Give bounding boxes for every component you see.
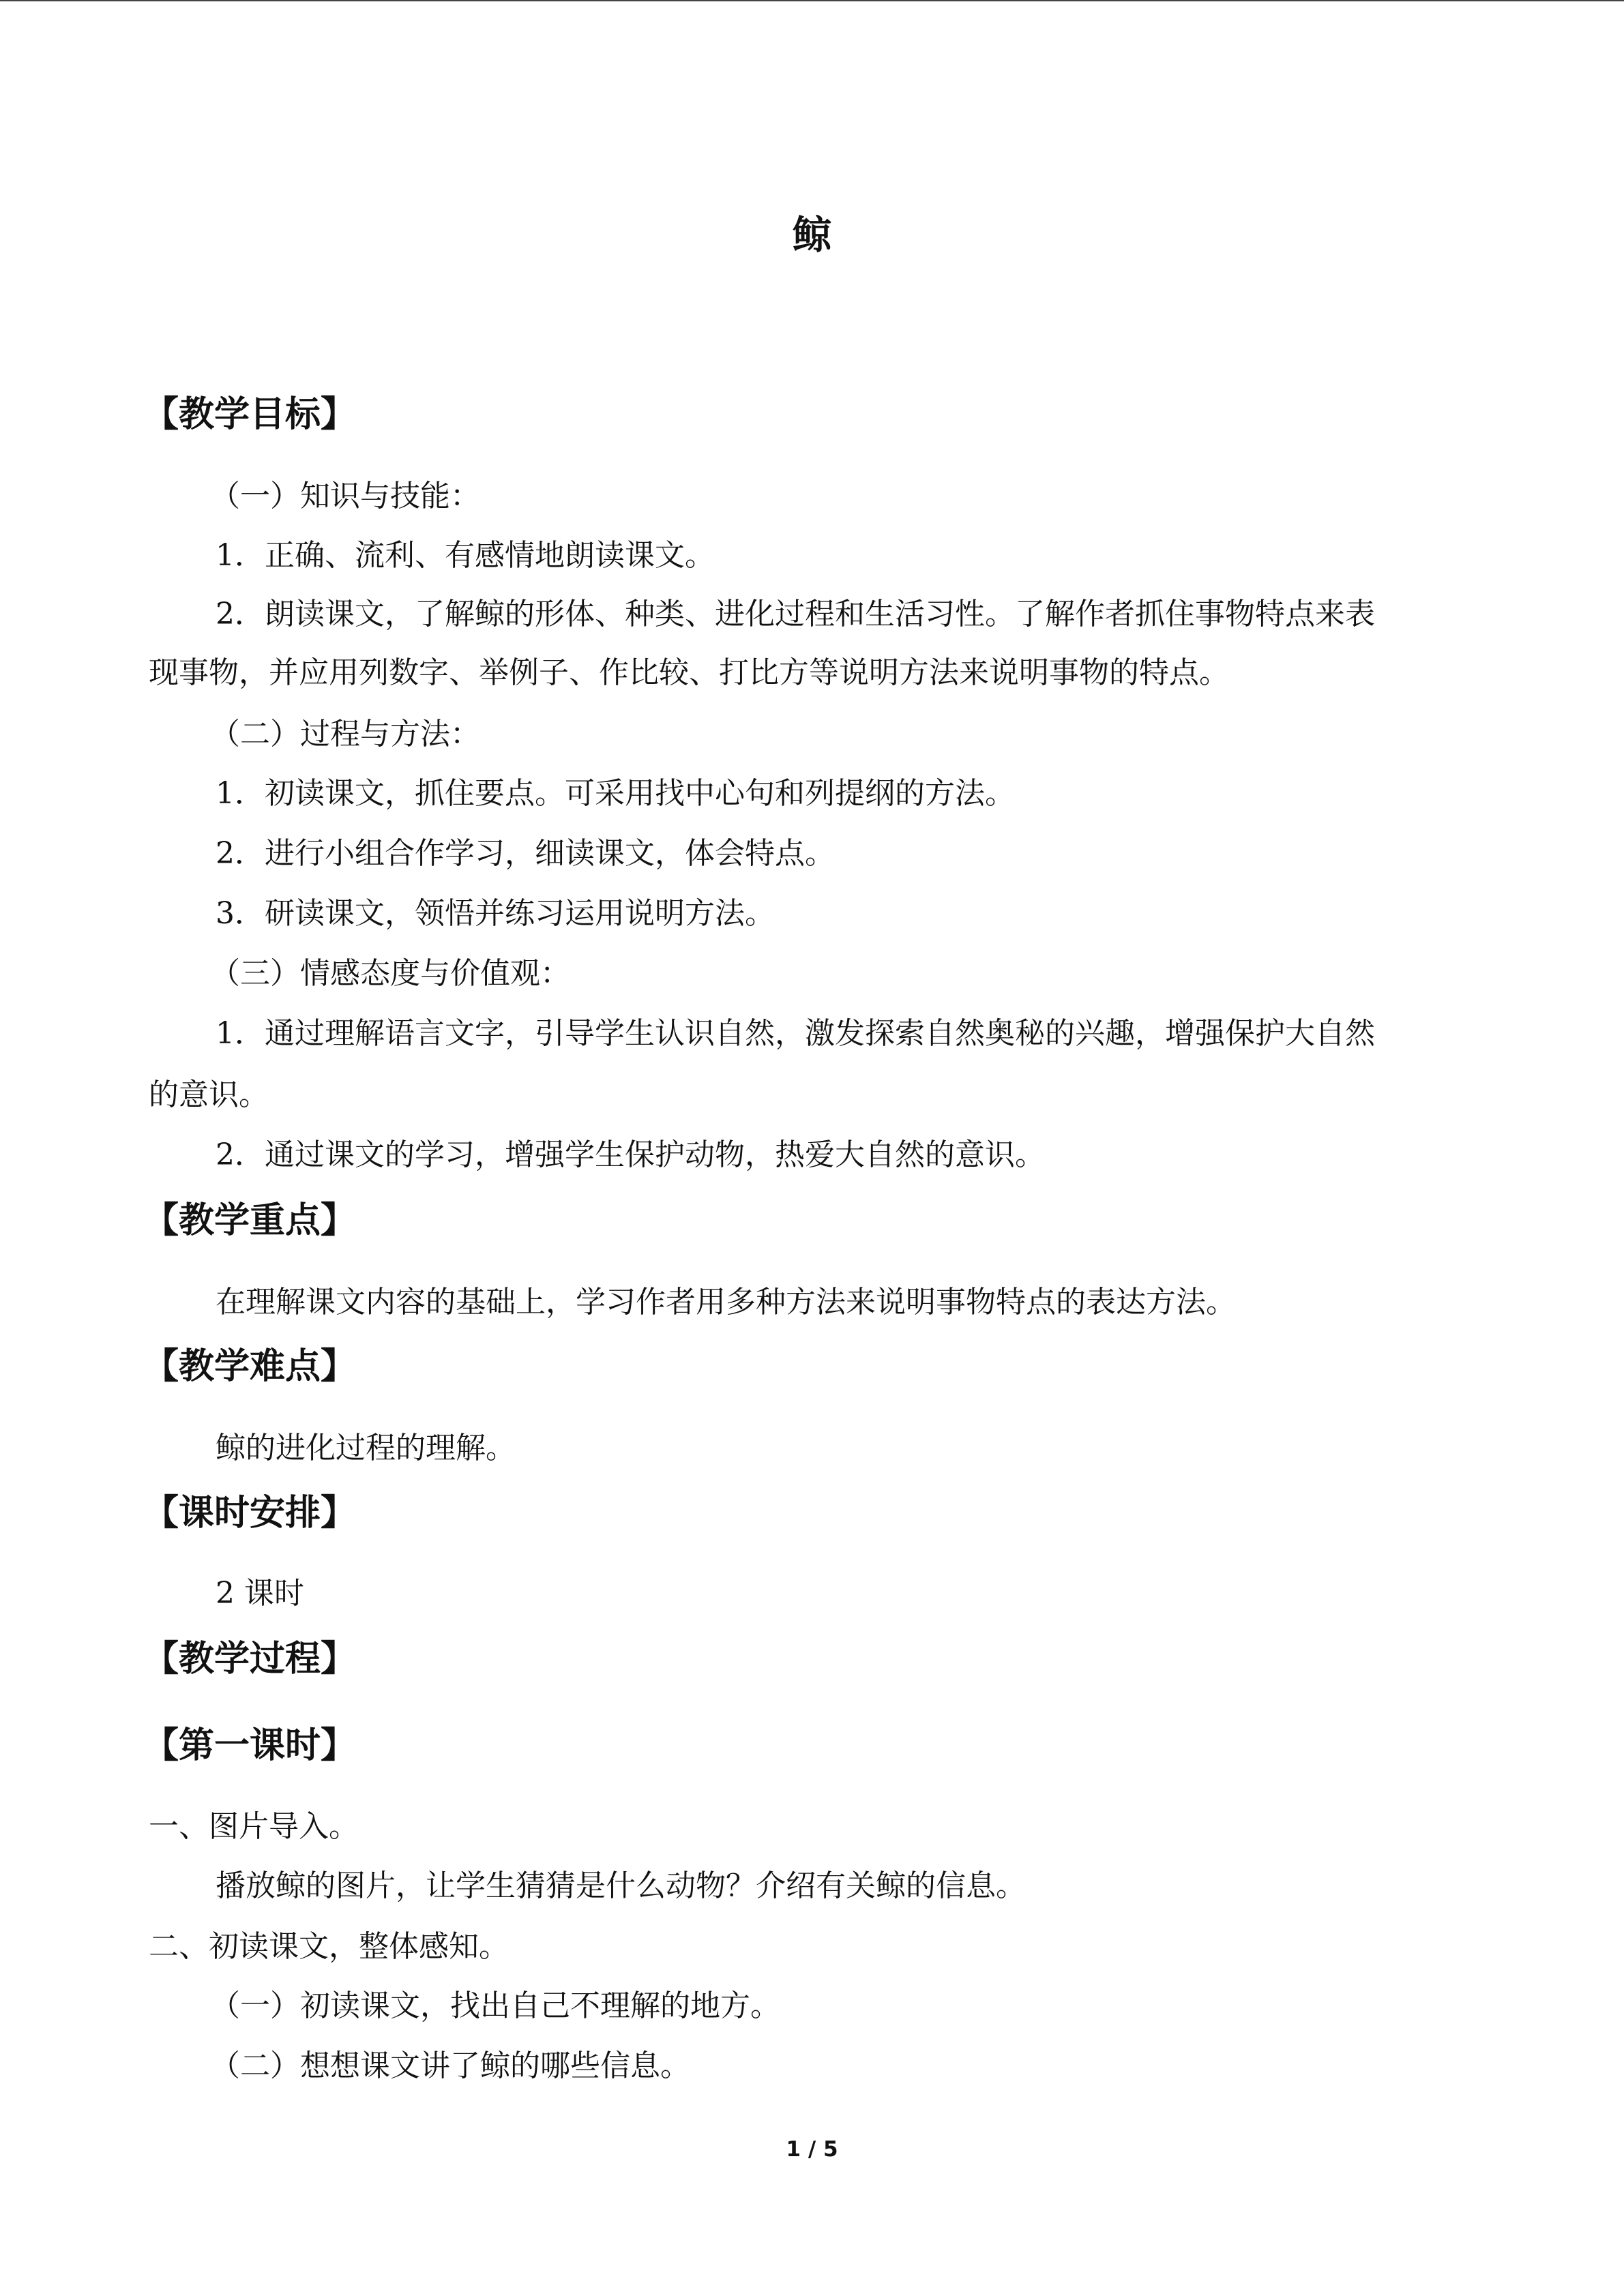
- goals-attitude-item-1-line-2: 的意识。: [149, 1077, 269, 1112]
- goals-knowledge-item-2-line-1: 2．朗读课文，了解鲸的形体、种类、进化过程和生活习性。了解作者抓住事物特点来表: [216, 597, 1375, 631]
- key-points-text: 在理解课文内容的基础上，学习作者用多种方法来说明事物特点的表达方法。: [216, 1285, 1236, 1320]
- heading-teaching-goals: 【教学目标】: [143, 394, 357, 435]
- page-number: 1 / 5: [786, 2137, 838, 2162]
- goals-process-item-3: 3．研读课文，领悟并练习运用说明方法。: [216, 896, 775, 931]
- goals-attitude-item-2: 2．通过课文的学习，增强学生保护动物，热爱大自然的意识。: [216, 1137, 1045, 1172]
- goals-knowledge-item-2-line-2: 现事物，并应用列数字、举例子、作比较、打比方等说明方法来说明事物的特点。: [149, 655, 1229, 690]
- first-lesson-step-2-item-1: （一）初读课文，找出自己不理解的地方。: [210, 1988, 780, 2023]
- first-lesson-step-2-item-2: （二）想想课文讲了鲸的哪些信息。: [210, 2048, 690, 2083]
- heading-first-lesson: 【第一课时】: [143, 1725, 357, 1766]
- goals-attitude-item-1-line-1: 1．通过理解语言文字，引导学生认识自然，激发探索自然奥秘的兴趣，增强保护大自然: [216, 1016, 1375, 1051]
- first-lesson-step-2: 二、初读课文，整体感知。: [149, 1929, 509, 1964]
- document-title: 鲸: [793, 213, 831, 258]
- schedule-text: 2 课时: [216, 1576, 304, 1611]
- heading-key-points: 【教学重点】: [143, 1200, 357, 1241]
- heading-teaching-process: 【教学过程】: [143, 1639, 357, 1680]
- goals-attitude-heading: （三）情感态度与价值观：: [210, 956, 570, 991]
- goals-knowledge-heading: （一）知识与技能：: [210, 479, 480, 513]
- goals-process-item-2: 2．进行小组合作学习，细读课文，体会特点。: [216, 836, 835, 871]
- goals-process-item-1: 1．初读课文，抓住要点。可采用找中心句和列提纲的方法。: [216, 776, 1015, 811]
- goals-knowledge-item-1: 1．正确、流利、有感情地朗读课文。: [216, 538, 715, 573]
- heading-difficulties: 【教学难点】: [143, 1346, 357, 1387]
- difficulties-text: 鲸的进化过程的理解。: [216, 1431, 516, 1465]
- first-lesson-step-1-text: 播放鲸的图片，让学生猜猜是什么动物？介绍有关鲸的信息。: [216, 1868, 1026, 1903]
- top-border: [0, 0, 1624, 1]
- first-lesson-step-1: 一、图片导入。: [149, 1809, 359, 1844]
- heading-schedule: 【课时安排】: [143, 1493, 357, 1534]
- goals-process-heading: （二）过程与方法：: [210, 717, 480, 751]
